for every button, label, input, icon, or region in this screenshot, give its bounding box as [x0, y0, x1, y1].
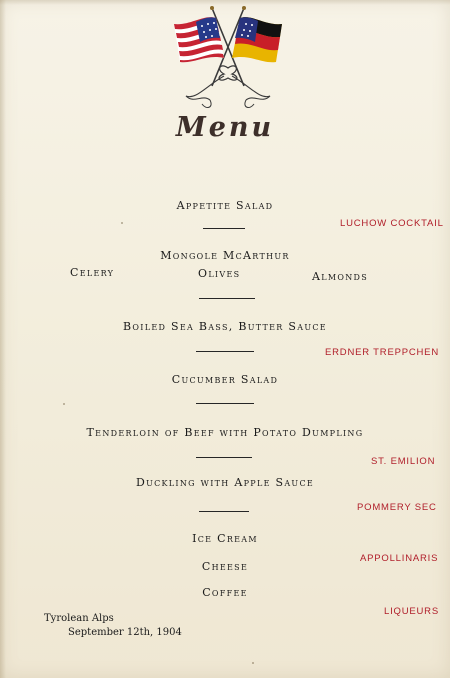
course-divider — [203, 228, 245, 229]
course-divider — [196, 351, 254, 352]
menu-title: Menu — [175, 112, 275, 143]
paper-speck — [121, 222, 123, 224]
course-mongole-mcarthur: Mongole McArthur — [160, 249, 290, 262]
crossed-flags-icon — [166, 4, 290, 112]
wine-appollinaris: APPOLLINARIS — [360, 553, 439, 564]
course-tenderloin-of-beef: Tenderloin of Beef with Potato Dumpling — [86, 426, 364, 439]
footer-place: Tyrolean Alps — [44, 613, 114, 624]
course-divider — [196, 457, 252, 458]
wine-erdner-treppchen: ERDNER TREPPCHEN — [325, 347, 439, 358]
course-cucumber-salad: Cucumber Salad — [171, 373, 279, 386]
wine-luchow-cocktail: LUCHOW COCKTAIL — [340, 218, 444, 229]
side-olives: Olives — [198, 267, 241, 280]
paper-speck — [63, 403, 65, 405]
course-divider — [196, 403, 254, 404]
course-ice-cream: Ice Cream — [192, 532, 258, 545]
course-cheese: Cheese — [201, 560, 249, 573]
wine-st-emilion: ST. EMILION — [371, 456, 436, 467]
wine-pommery-sec: POMMERY SEC — [357, 502, 437, 513]
side-celery: Celery — [70, 266, 115, 279]
footer-date: September 12th, 1904 — [68, 627, 182, 638]
course-boiled-sea-bass: Boiled Sea Bass, Butter Sauce — [123, 320, 327, 333]
course-divider — [199, 511, 249, 512]
course-coffee: Coffee — [202, 586, 248, 599]
course-divider — [199, 298, 255, 299]
course-duckling: Duckling with Apple Sauce — [135, 476, 315, 489]
course-appetite-salad: Appetite Salad — [176, 199, 274, 212]
wine-liqueurs: LIQUEURS — [384, 606, 439, 617]
paper-speck — [252, 662, 254, 664]
paper-edge-shadow — [0, 0, 6, 678]
side-almonds: Almonds — [312, 270, 369, 283]
